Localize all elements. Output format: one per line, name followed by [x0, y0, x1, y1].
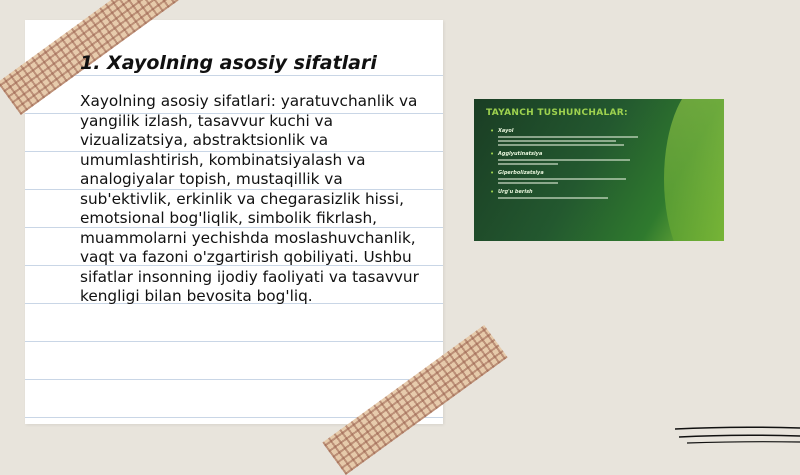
concepts-slide-image: [474, 99, 724, 241]
concept-item: [490, 189, 640, 199]
concept-item: [490, 170, 640, 184]
concept-term: • Xayol: [498, 128, 514, 134]
decorative-lines: [675, 423, 800, 445]
concept-item: [490, 151, 640, 165]
slide-body-text: Xayolning asosiy sifatlari: yaratuvchanlik va yangilik izlash, tasavvur kuchi va vizualizatsiya, abstraktsionlik va umumlashtirish, kombinatsiyalash va analogiyalar topish, mustaqillik va sub'ektivlik, erkinlik va chegarasizlik hissi, emotsional bog'liqlik, simbolik fikrlash, muammolarni yechishda moslashuvchanlik, vaqt va fazoni o'zgartirish qobiliyati. Ushbu sifatlar insonning ijodiy faoliyati va tasavvur kengligi bilan bevosita bog'liq.: [80, 92, 419, 305]
concept-term: • Agglyutinatsiya: [498, 151, 543, 157]
concepts-heading: TAYANCH TUSHUNCHALAR:: [486, 108, 628, 118]
concept-term: • Urg'u berish: [498, 189, 533, 195]
slide-title: 1. Xayolning asosiy sifatlari: [80, 52, 377, 74]
concept-item: [490, 128, 640, 146]
concepts-list: [490, 128, 640, 204]
concept-term: • Giperbolizatsiya: [498, 170, 544, 176]
